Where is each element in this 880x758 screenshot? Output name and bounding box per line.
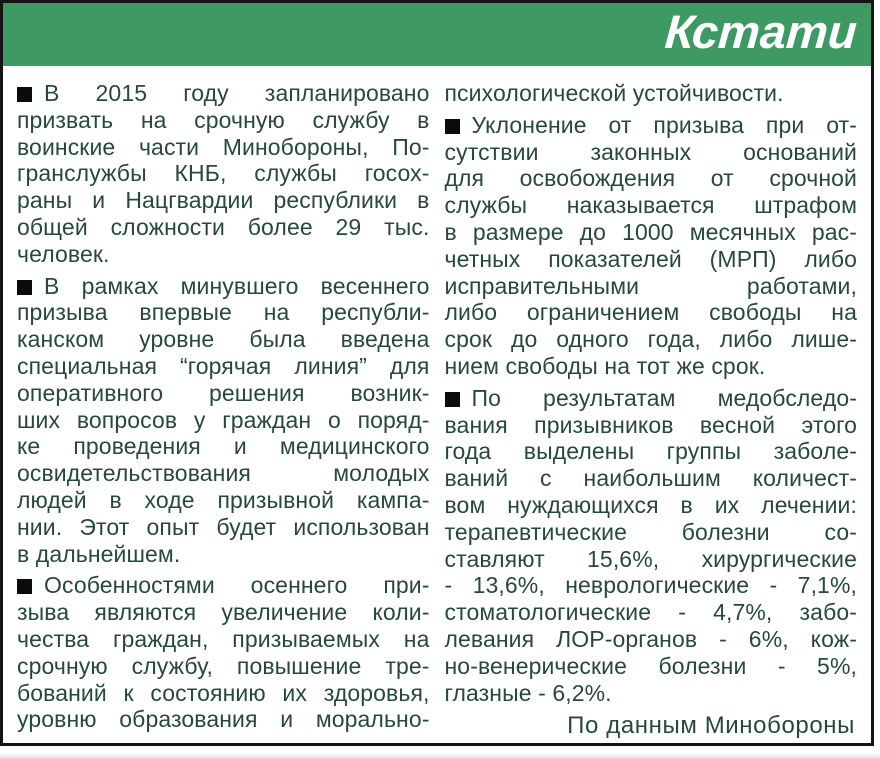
- text-line: года выделены группы заболе-: [444, 438, 857, 465]
- text-line: нием свободы на тот же срок.: [444, 352, 766, 379]
- text-line: исправительными работами,: [444, 272, 857, 299]
- text-line: срок до одного года, либо лише-: [444, 326, 857, 353]
- text-line: левания ЛОР-органов - 6%, кож-: [444, 625, 857, 652]
- text-line: вания призывников весной этого: [444, 411, 857, 438]
- text-line: призыва впервые на республи-: [17, 299, 430, 326]
- text-line: В 2015 году запланировано: [17, 80, 430, 107]
- text-line: терапевтические болезни со-: [444, 518, 857, 545]
- text-line: зыва являются увеличение коли-: [17, 599, 430, 626]
- text-line: стоматологические - 4,7%, забо-: [444, 599, 857, 626]
- text-line: чества граждан, призываемых на: [17, 625, 430, 652]
- paragraph: [17, 273, 430, 568]
- text-line: общей сложности более 29 тыс.: [17, 213, 430, 240]
- bullet-square-icon: [445, 119, 460, 134]
- bullet-square-icon: [17, 87, 32, 102]
- text-line: вом нуждающихся в их лечении:: [444, 491, 857, 518]
- paragraph: [17, 572, 430, 733]
- text-line: уровню образования и морально-: [17, 706, 430, 733]
- text-line: ваний с наибольшим количест-: [444, 465, 857, 492]
- kicker-title: Кстати: [663, 5, 860, 58]
- paragraph: [445, 80, 858, 107]
- text-line: людей в ходе призывной кампа-: [17, 486, 430, 513]
- text-line: бований к состоянию их здоровья,: [17, 679, 430, 706]
- text-line: психологической устойчивости.: [444, 80, 784, 106]
- text-line: ставляют 15,6%, хирургические: [444, 545, 857, 572]
- paragraph: [445, 385, 858, 707]
- text-line: оперативного решения возник-: [17, 379, 430, 406]
- text-line: либо ограничением свободы на: [444, 299, 857, 326]
- text-line: для освобождения от срочной: [444, 165, 857, 192]
- text-line: призвать на срочную службу в: [17, 106, 430, 133]
- text-line: нии. Этот опыт будет использован: [17, 513, 430, 540]
- paragraph: [445, 112, 858, 380]
- text-line: Особенностями осеннего при-: [17, 572, 430, 599]
- text-line: глазные - 6,2%.: [444, 679, 612, 706]
- bullet-square-icon: [17, 579, 32, 594]
- bullet-square-icon: [17, 280, 32, 295]
- text-line: но-венерические болезни - 5%,: [444, 652, 857, 679]
- text-line: освидетельствования молодых: [17, 460, 430, 487]
- text-line: специальная “горячая линия” для: [17, 352, 430, 379]
- text-line: четных показателей (МРП) либо: [444, 245, 857, 272]
- article-columns: [3, 66, 871, 739]
- text-line: службы наказывается штрафом: [444, 192, 857, 219]
- text-line: ке проведения и медицинского: [17, 433, 430, 460]
- text-line: раны и Нацгвардии республики в: [17, 187, 430, 214]
- byline: По данным Минобороны: [567, 712, 855, 740]
- text-line: В рамках минувшего весеннего: [17, 273, 430, 300]
- text-line: - 13,6%, неврологические - 7,1%,: [444, 572, 857, 599]
- paragraph: [17, 80, 430, 268]
- text-line: Уклонение от призыва при от-: [445, 112, 858, 139]
- text-line: ших вопросов у граждан о поряд-: [17, 406, 430, 433]
- text-line: гранслужбы КНБ, службы госох-: [17, 160, 430, 187]
- column-left: [17, 80, 430, 739]
- text-line: человек.: [17, 240, 110, 267]
- text-line: воинские части Минобороны, По-: [17, 133, 430, 160]
- text-line: канском уровне была введена: [17, 326, 430, 353]
- column-right: [445, 80, 858, 739]
- text-line: в дальнейшем.: [17, 540, 181, 567]
- text-line: сутствии законных оснований: [444, 138, 857, 165]
- text-line: в размере до 1000 месячных рас-: [444, 218, 857, 245]
- bullet-square-icon: [445, 392, 460, 407]
- page-margin-strip: [0, 746, 880, 758]
- text-line: срочную службу, повышение тре-: [17, 652, 430, 679]
- text-line: По результатам медобследо-: [445, 385, 858, 412]
- kicker-bar: [3, 3, 871, 66]
